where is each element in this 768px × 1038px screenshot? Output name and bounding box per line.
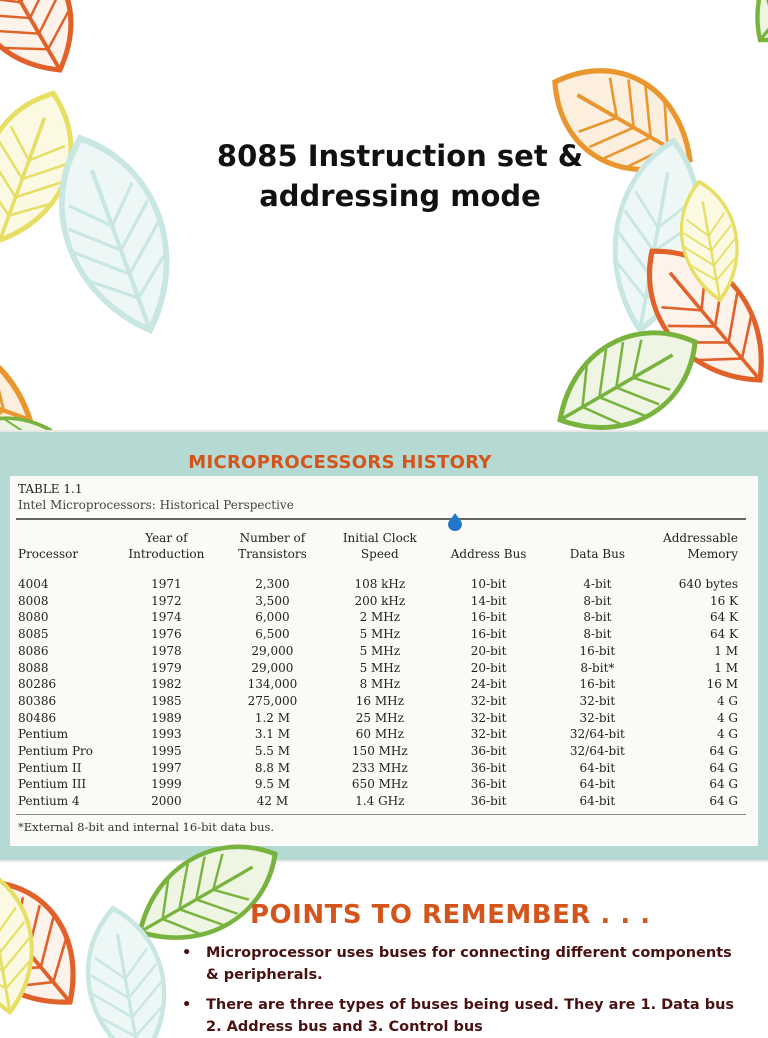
table-cell: 64 K <box>709 610 738 625</box>
table-cell: 8-bit <box>583 593 612 608</box>
table-row <box>16 660 746 677</box>
table-cell: 2,300 <box>255 577 290 591</box>
table-cell: 16-bit <box>579 677 616 692</box>
title-slide <box>0 0 768 430</box>
table-bottom-rule <box>16 814 746 815</box>
column-header <box>330 522 430 568</box>
table-cell: 1972 <box>151 593 182 608</box>
bullet-icon: • <box>182 997 192 1013</box>
column-header-line-1: Addressable <box>663 531 738 545</box>
table-cell: 150 MHz <box>351 744 408 759</box>
table-cell: Pentium 4 <box>18 794 80 809</box>
column-header-line-1 <box>549 530 645 546</box>
table-cell: 1989 <box>151 710 182 725</box>
column-header-line-2: Introduction <box>128 547 205 561</box>
table-cell: 20-bit <box>470 643 507 658</box>
table-row <box>16 743 746 760</box>
table-cell: 24-bit <box>470 677 507 692</box>
table-cell: 64 G <box>709 760 738 775</box>
table-row <box>16 726 746 743</box>
table-cell: 10-bit <box>470 577 507 591</box>
table-cell: Pentium <box>18 727 69 742</box>
table-cell: 275,000 <box>247 693 298 708</box>
table-caption: Intel Microprocessors: Historical Perspective <box>18 498 294 512</box>
table-cell: 1.2 M <box>254 710 291 725</box>
column-header-line-2: Processor <box>18 547 79 561</box>
bullet-text: There are three types of buses being used. They are 1. Data bus 2. Address bus and 3. Control bus <box>206 997 735 1035</box>
table-label: TABLE 1.1 <box>18 482 83 496</box>
table-cell: 60 MHz <box>355 727 404 742</box>
table-row <box>16 593 746 610</box>
history-heading: MICROPROCESSORS HISTORY <box>188 452 492 473</box>
column-header-line-1 <box>18 530 116 546</box>
table-cell: 29,000 <box>251 643 294 658</box>
slide-title-line-2: addressing mode <box>259 179 541 213</box>
table-row <box>16 676 746 693</box>
table-row <box>16 643 746 660</box>
table-cell: 233 MHz <box>351 760 408 775</box>
column-header <box>647 522 746 568</box>
table-row <box>16 760 746 777</box>
table-cell: 1995 <box>151 744 182 759</box>
slide-title <box>180 136 620 216</box>
table-cell: 6,000 <box>255 610 290 625</box>
table-cell: 64-bit <box>579 777 616 792</box>
table-cell: 36-bit <box>470 760 507 775</box>
table-cell: 14-bit <box>470 593 507 608</box>
table-cell: 9.5 M <box>254 777 291 792</box>
points-heading: POINTS TO REMEMBER . . . <box>250 900 651 930</box>
table-header-row <box>16 522 746 568</box>
table-cell: 64 G <box>709 744 738 759</box>
slide-title-line-1: 8085 Instruction set & <box>216 139 584 173</box>
table-cell: 5 MHz <box>359 660 401 675</box>
table-cell: 8 MHz <box>359 677 401 692</box>
column-header-line-1: Number of <box>239 531 306 545</box>
table-cell: 5.5 M <box>254 744 291 759</box>
table-cell: 108 kHz <box>354 577 406 591</box>
table-cell: 8-bit* <box>580 660 615 675</box>
table-cell: 4 G <box>716 693 738 708</box>
table-body <box>16 568 746 810</box>
table-cell: 32/64-bit <box>569 727 625 742</box>
table-cell: 80286 <box>18 677 57 692</box>
table-cell: 64 G <box>709 794 738 809</box>
bullet-text: Microprocessor uses buses for connecting different components & peripherals. <box>206 945 732 983</box>
table-cell: 1 M <box>714 643 738 658</box>
table-cell: 16-bit <box>470 627 507 642</box>
table-row <box>16 776 746 793</box>
table-cell: 8-bit <box>583 610 612 625</box>
column-header-line-2: Address Bus <box>450 547 527 561</box>
table-cell: 32-bit <box>470 710 507 725</box>
table-cell: 8080 <box>18 610 49 625</box>
table-cell: 16-bit <box>579 643 616 658</box>
table-cell: 36-bit <box>470 777 507 792</box>
table-cell: 1993 <box>151 727 182 742</box>
table-cell: 4-bit <box>583 577 612 591</box>
table-cell: 32-bit <box>470 727 507 742</box>
table-cell: 64 K <box>709 627 738 642</box>
history-table-image <box>10 476 758 846</box>
history-table <box>16 522 746 810</box>
column-header-line-2: Memory <box>687 547 738 561</box>
column-header-line-1 <box>432 530 546 546</box>
table-cell: 32-bit <box>579 710 616 725</box>
table-cell: 1999 <box>151 777 182 792</box>
table-cell: 80486 <box>18 710 57 725</box>
table-cell: 8008 <box>18 593 49 608</box>
table-cell: 1971 <box>151 577 182 591</box>
table-cell: 5 MHz <box>359 627 401 642</box>
table-cell: 80386 <box>18 693 57 708</box>
table-row <box>16 693 746 710</box>
table-cell: 6,500 <box>255 627 290 642</box>
table-cell: 1985 <box>151 693 182 708</box>
column-header-line-2: Data Bus <box>569 547 626 561</box>
column-header <box>430 522 548 568</box>
table-row <box>16 626 746 643</box>
table-cell: 3.1 M <box>254 727 291 742</box>
column-header <box>16 522 118 568</box>
table-cell: 16 M <box>706 677 738 692</box>
table-cell: 8.8 M <box>254 760 291 775</box>
column-header-line-2: Speed <box>360 547 399 561</box>
column-header-line-1: Year of <box>145 531 188 545</box>
table-cell: 32-bit <box>470 693 507 708</box>
table-top-rule <box>16 518 746 520</box>
table-cell: 36-bit <box>470 744 507 759</box>
table-cell: 650 MHz <box>351 777 408 792</box>
column-header <box>215 522 330 568</box>
table-cell: 640 bytes <box>678 577 738 591</box>
table-cell: Pentium III <box>18 777 87 792</box>
table-cell: 4004 <box>18 577 49 591</box>
table-cell: 134,000 <box>247 677 298 692</box>
table-cell: 8-bit <box>583 627 612 642</box>
table-cell: 1 M <box>714 660 738 675</box>
table-cell: 64 G <box>709 777 738 792</box>
column-header <box>118 522 215 568</box>
table-cell: 16-bit <box>470 610 507 625</box>
table-cell: 8086 <box>18 643 49 658</box>
table-cell: 16 K <box>709 593 738 608</box>
table-cell: Pentium Pro <box>18 744 93 759</box>
table-cell: 8088 <box>18 660 49 675</box>
table-cell: 2000 <box>151 794 182 809</box>
table-row <box>16 793 746 810</box>
table-cell: 4 G <box>716 710 738 725</box>
table-cell: 1974 <box>151 610 182 625</box>
table-cell: Pentium II <box>18 760 82 775</box>
history-slide <box>0 432 768 860</box>
table-cell: 32/64-bit <box>569 744 625 759</box>
table-cell: 29,000 <box>251 660 294 675</box>
table-row <box>16 609 746 626</box>
table-cell: 1979 <box>151 660 182 675</box>
table-cell: 1978 <box>151 643 182 658</box>
table-cell: 1.4 GHz <box>355 794 405 809</box>
points-slide <box>0 862 768 1035</box>
table-cell: 36-bit <box>470 794 507 809</box>
column-header <box>547 522 647 568</box>
table-cell: 8085 <box>18 627 49 642</box>
table-row <box>16 568 746 593</box>
table-cell: 32-bit <box>579 693 616 708</box>
table-cell: 64-bit <box>579 794 616 809</box>
table-cell: 42 M <box>256 794 289 809</box>
table-cell: 20-bit <box>470 660 507 675</box>
table-cell: 1997 <box>151 760 182 775</box>
table-row <box>16 710 746 727</box>
table-cell: 1982 <box>151 677 182 692</box>
table-footnote: *External 8-bit and internal 16-bit data bus. <box>18 820 275 834</box>
bullet-icon: • <box>182 945 192 961</box>
column-header-line-2: Transistors <box>238 547 307 561</box>
table-cell: 2 MHz <box>359 610 401 625</box>
table-cell: 64-bit <box>579 760 616 775</box>
column-header-line-1: Initial Clock <box>342 531 417 545</box>
table-cell: 16 MHz <box>355 693 404 708</box>
table-cell: 4 G <box>716 727 738 742</box>
table-cell: 5 MHz <box>359 643 401 658</box>
table-cell: 200 kHz <box>354 593 406 608</box>
table-cell: 25 MHz <box>355 710 404 725</box>
table-cell: 3,500 <box>255 593 290 608</box>
table-cell: 1976 <box>151 627 182 642</box>
